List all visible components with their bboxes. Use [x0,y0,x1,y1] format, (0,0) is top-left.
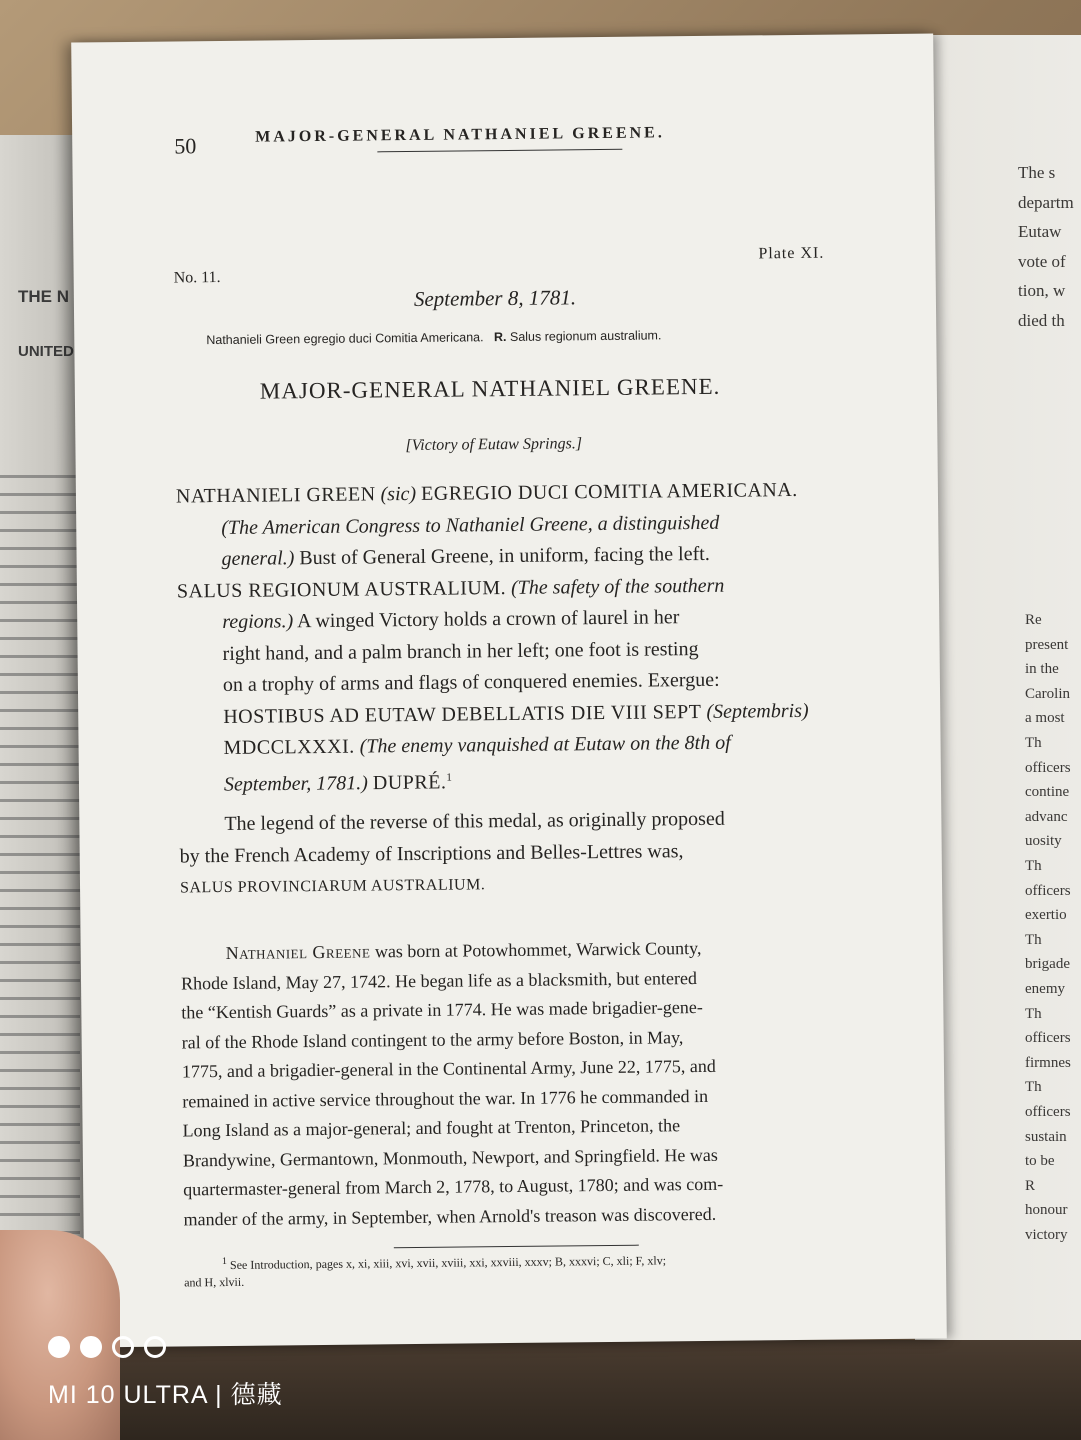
reverse-note: The legend of the reverse of this medal, as originally proposed by the French Academy of Inscriptions and Belles-Lettres was, SALUS PROVINCIARUM AUSTRALIUM. [179,807,725,897]
facing-page-line: to be [1025,1153,1055,1170]
obverse-legend: Nathanieli Green egregio duci Comitia Americana. [206,330,484,348]
reverse-legend: Salus regionum australium. [509,328,662,344]
biography: Nathaniel Greene was born at Potowhommet, Warwick County, Rhode Island, May 27, 1742. He began life as a blacksmith, but entered the “Kentish Guards” as a private in 1774. He was made brigadier-gene- ral of the Rhode Island contingent to the army before Boston, in May, 1775, and a brigadier-general in the Continental Army, June 22, 1775, and remained in active service throughout the war. In 1776 he commanded in Long Island as a major-general; and fought at Trenton, Princeton, the Brandywine, Germantown, Monmouth, Newport, and Springfield. He was quartermaster-general from March 2, 1778, to August, 1780; and was com- mander of the army, in September, when Arnold's treason was discovered. [180,938,724,1229]
facing-page-line: in the [1025,661,1059,678]
book-page [71,34,947,1348]
facing-page-line: Th [1025,1079,1042,1096]
facing-page-line: contine [1025,784,1070,801]
facing-page-line: firmnes [1025,1054,1071,1071]
facing-page-line: Th [1025,1005,1042,1022]
camera-watermark-text: MI 10 ULTRA | 德藏 [48,1381,283,1409]
facing-page-line: advanc [1025,808,1068,825]
plate-label: Plate XI. [758,244,825,263]
facing-page-line: tion, w [1018,281,1066,300]
facing-page-line: vote of [1018,251,1066,271]
head-rule [377,149,622,153]
facing-page-line: departm [1018,192,1074,212]
page-number: 50 [174,133,197,159]
facing-page-line: uosity [1025,833,1062,850]
facing-page-line: The s [1018,163,1056,182]
page-subtitle: [Victory of Eutaw Springs.] [405,435,583,455]
facing-page-line: officers [1025,882,1071,899]
reverse-marker: R. [493,330,507,345]
facing-page-line: Th [1025,931,1042,948]
running-head: MAJOR-GENERAL NATHANIEL GREENE. [255,124,665,146]
facing-page-line: officers [1025,1030,1071,1047]
adjacent-book-text-lines [0,475,80,1255]
facing-page-line: Carolin [1025,685,1070,702]
medal-date: September 8, 1781. [413,285,577,311]
facing-page-line: Re [1025,612,1042,628]
adjacent-book-heading: THE N [18,287,69,306]
facing-page-line: Eutaw [1018,222,1062,241]
facing-page-line: a most [1025,710,1065,727]
facing-page-line: Th [1025,858,1042,874]
facing-page-line: exertio [1025,907,1067,924]
facing-page-line: brigade [1025,956,1070,973]
medal-description: NATHANIELI GREEN (sic) EGREGIO DUCI COMITIA AMERICANA. (The American Congress to Nathaniel Greene, a distinguished general.) Bust of General Greene, in uniform, facing the left. SALUS REGIONUM AUSTRALIUM. (The safety of the southern regions.) A winged Victory holds a crown of laurel in her right hand, and a palm branch in her left; one foot is resting on a trophy of arms and flags of conquered enemies. Exergue: HOSTIBUS AD EUTAW DEBELLATIS DIE VIII SEPT (Septembris) MDCCLXXXI. (The enemy vanquished at Eutaw on the 8th of September, 1781.) DUPRÉ.$^1$ [175,478,809,796]
facing-page-line: officers [1025,1104,1071,1120]
footnote: $^1$ See Introduction, pages x, xi, xiii, xvi, xvii, xviii, xxi, xxviii, xxxv; B, xxxvi; C, xli; F, xlv; and H, xlvii. [184,1253,667,1290]
page-title: MAJOR-GENERAL NATHANIEL GREENE. [259,373,721,404]
facing-page-line: died th [1018,310,1065,330]
medal-number: No. 11. [173,268,221,287]
adjacent-book-subheading: UNITED [18,343,74,360]
facing-page-line: Th [1025,735,1042,751]
facing-page-line: present [1025,636,1069,653]
facing-page-line: R [1025,1177,1036,1194]
facing-page-line: victory [1025,1227,1068,1243]
facing-page-line: enemy [1025,981,1065,997]
facing-page-line: honour [1025,1202,1068,1219]
facing-page-line: officers [1025,759,1071,776]
camera-watermark-logo [48,1336,166,1358]
medal-legends [206,328,661,347]
facing-page-line: sustain [1025,1128,1067,1145]
footnote-rule [394,1245,639,1249]
